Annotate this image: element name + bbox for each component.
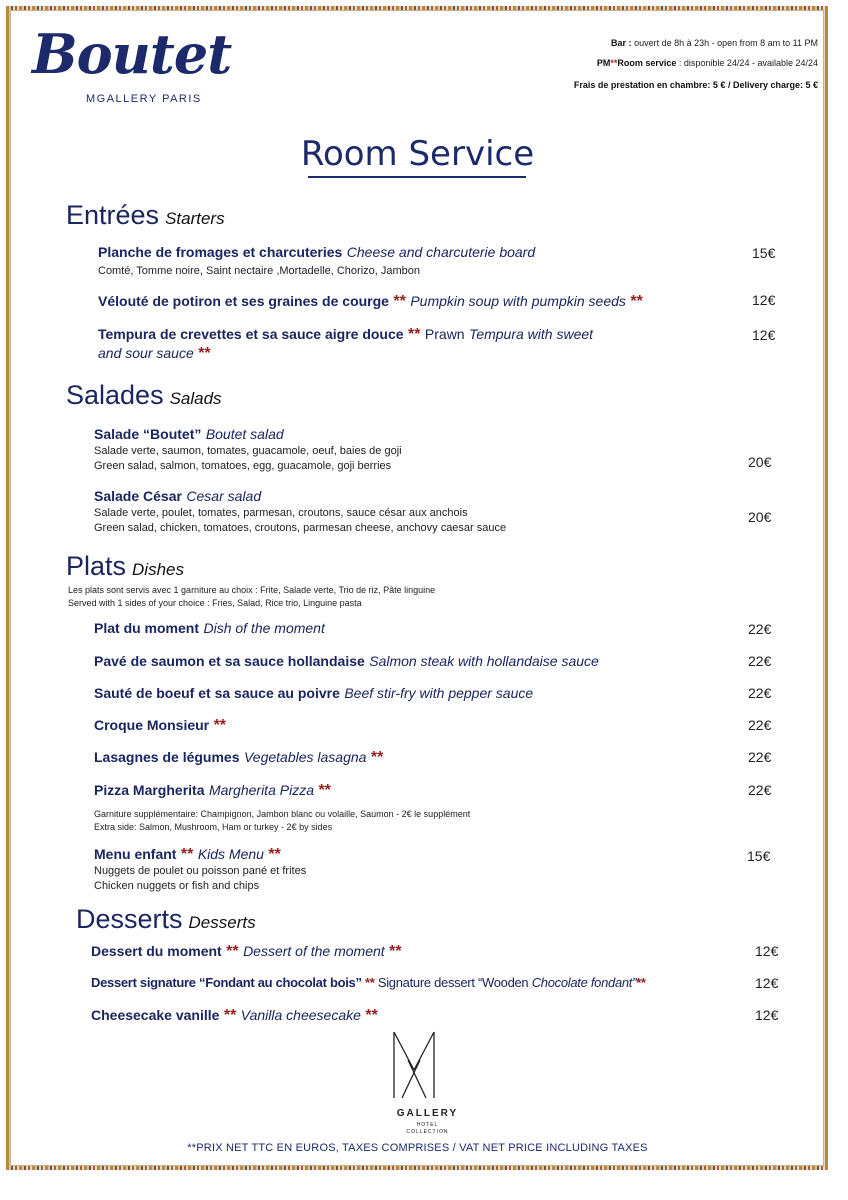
bar-label: Bar :: [611, 38, 632, 48]
item-stars: **: [198, 345, 211, 362]
section-title-fr: Plats: [66, 551, 127, 581]
item-price: 12€: [752, 327, 776, 343]
item-stars: **: [223, 1007, 237, 1024]
item-english: Vegetables lasagna: [243, 749, 367, 765]
mgallery-m-logo: [388, 1030, 440, 1102]
item-stars: **: [636, 975, 646, 990]
extra-sides-note: [94, 808, 470, 834]
section-title-fr: Entrées: [66, 200, 160, 230]
item-stars: **: [408, 326, 421, 343]
item-stars: **: [630, 293, 643, 310]
item-price: 15€: [747, 848, 771, 864]
bar-hours: [611, 38, 818, 48]
item-description-fr: Nuggets de poulet ou poisson pané et frites: [94, 865, 307, 877]
menu-item: [94, 653, 599, 671]
menu-item: [94, 620, 325, 638]
section-salades: [66, 380, 222, 411]
item-stars: **: [213, 717, 227, 734]
item-price: 22€: [748, 782, 772, 798]
item-price: 22€: [748, 621, 772, 637]
menu-item: [98, 293, 643, 311]
item-english: Dessert of the moment: [243, 943, 385, 959]
pm-label: PM: [596, 58, 611, 68]
item-name: Planche de fromages et charcuteries: [98, 244, 343, 260]
section-plats: [66, 551, 184, 582]
item-stars: **: [226, 943, 239, 960]
item-english: Margherita Pizza: [208, 782, 314, 798]
brand-gallery: GALLERY: [396, 1108, 459, 1119]
extra-sides-fr: Garniture supplémentaire: Champignon, Jambon blanc ou volaille, Saumon - 2€ le supplément: [94, 809, 471, 819]
delivery-fees: Frais de prestation en chambre: 5 € / Delivery charge: 5 €: [573, 80, 818, 90]
section-desserts: [76, 904, 256, 935]
item-stars: **: [180, 846, 194, 863]
item-name: Dessert signature “Fondant au chocolat bois”: [91, 975, 362, 990]
item-english: Pumpkin soup with pumpkin seeds: [410, 293, 626, 309]
menu-item: [94, 717, 226, 735]
section-title-en: Desserts: [188, 913, 256, 932]
item-price: 20€: [748, 454, 772, 470]
item-english: Kids Menu: [197, 846, 264, 862]
item-name: Croque Monsieur: [94, 717, 210, 733]
menu-item: [91, 943, 402, 961]
item-english: Vanilla cheesecake: [240, 1007, 361, 1023]
sides-note-en: Served with 1 sides of your choice : Fries, Salad, Rice trio, Linguine pasta: [68, 598, 362, 608]
section-title-en: Salads: [169, 389, 222, 408]
brand-hotel: HOTEL: [416, 1122, 439, 1128]
section-title-fr: Salades: [66, 380, 164, 410]
item-description: Comté, Tomme noire, Saint nectaire ,Mortadelle, Chorizo, Jambon: [98, 265, 420, 277]
room-service-hours: [597, 58, 818, 68]
item-description-en: Green salad, chicken, tomatoes, croutons, parmesan cheese, anchovy caesar sauce: [94, 522, 507, 534]
item-name: Cheesecake vanille: [91, 1007, 220, 1023]
page-title: Room Service: [300, 134, 535, 174]
item-english: Cheese and charcuterie board: [346, 244, 536, 260]
item-price: 22€: [748, 749, 772, 765]
section-title-fr: Desserts: [76, 904, 183, 934]
menu-item: [94, 749, 383, 767]
menu-item: [94, 426, 402, 474]
menu-item: [98, 325, 698, 363]
room-text: : disponible 24/24 - available 24/24: [678, 58, 818, 68]
menu-item: [94, 685, 533, 703]
footer-note: **PRIX NET TTC EN EUROS, TAXES COMPRISES / VAT NET PRICE INCLUDING TAXES: [187, 1142, 648, 1154]
section-title-en: Dishes: [132, 560, 184, 579]
item-english: Boutet salad: [205, 426, 284, 442]
item-price: 22€: [748, 717, 772, 733]
item-english-plain: Prawn: [424, 326, 465, 342]
item-name: Vélouté de potiron et ses graines de courge: [98, 293, 389, 309]
menu-item: [94, 782, 331, 800]
item-stars: **: [370, 749, 384, 766]
room-label: Room service: [617, 58, 677, 68]
item-price: 20€: [748, 509, 772, 525]
item-name: Plat du moment: [94, 620, 200, 636]
item-name: Salade César: [94, 488, 182, 504]
item-price: 12€: [755, 943, 779, 959]
item-description-en: Green salad, salmon, tomatoes, egg, guacamole, goji berries: [94, 460, 392, 472]
item-stars: **: [389, 943, 402, 960]
item-price: 12€: [752, 292, 776, 308]
item-name: Sauté de boeuf et sa sauce au poivre: [94, 685, 340, 701]
item-english: Tempura with sweet: [469, 326, 594, 342]
item-price: 22€: [748, 685, 772, 701]
item-description-fr: Salade verte, poulet, tomates, parmesan, croutons, sauce césar aux anchois: [94, 507, 468, 519]
title-underline: [308, 176, 526, 178]
section-title-en: Starters: [165, 209, 225, 228]
item-name: Tempura de crevettes et sa sauce aigre douce: [98, 326, 404, 342]
item-description-fr: Salade verte, saumon, tomates, guacamole, oeuf, baies de goji: [94, 445, 402, 457]
menu-item-kids: [94, 846, 306, 894]
item-price: 22€: [748, 653, 772, 669]
item-english: Dish of the moment: [203, 620, 325, 636]
boutet-logo: Boutet: [32, 22, 232, 86]
item-stars: **: [365, 975, 375, 990]
item-stars: **: [365, 1007, 378, 1024]
item-name: Lasagnes de légumes: [94, 749, 240, 765]
bar-text: ouvert de 8h à 23h - open from 8 am to 11 PM: [634, 38, 818, 48]
menu-item: [98, 244, 535, 279]
item-price: 12€: [755, 975, 779, 991]
item-stars: **: [268, 846, 281, 863]
item-name: Pizza Margherita: [94, 782, 205, 798]
menu-item: [91, 975, 646, 990]
extra-sides-en: Extra side: Salmon, Mushroom, Ham or turkey - 2€ by sides: [94, 822, 333, 832]
brand-collection: COLLECTION: [406, 1129, 449, 1135]
item-description-en: Chicken nuggets or fish and chips: [94, 880, 260, 892]
item-name: Menu enfant: [94, 846, 177, 862]
section-entrees: [66, 200, 225, 231]
menu-item: [94, 488, 506, 536]
item-name: Salade “Boutet”: [94, 426, 202, 442]
item-english: Chocolate fondant”: [531, 975, 637, 990]
menu-item: [91, 1007, 378, 1025]
item-name: Pavé de saumon et sa sauce hollandaise: [94, 653, 365, 669]
item-english: Beef stir-fry with pepper sauce: [344, 685, 534, 701]
item-english: Salmon steak with hollandaise sauce: [369, 653, 599, 669]
item-price: 12€: [755, 1007, 779, 1023]
item-english-plain: Signature dessert “Wooden: [377, 975, 529, 990]
logo-subtitle: MGALLERY PARIS: [86, 93, 202, 105]
item-stars: **: [393, 293, 406, 310]
item-stars: **: [318, 782, 331, 799]
sides-note: [68, 584, 435, 610]
item-price: 15€: [752, 245, 776, 261]
pm-stars: **: [610, 58, 618, 68]
sides-note-fr: Les plats sont servis avec 1 garniture au choix : Frite, Salade verte, Trio de riz, Pâte linguine: [68, 585, 436, 595]
item-name: Dessert du moment: [91, 943, 222, 959]
item-english-line2: and sour sauce: [98, 345, 194, 361]
item-english: Cesar salad: [186, 488, 262, 504]
